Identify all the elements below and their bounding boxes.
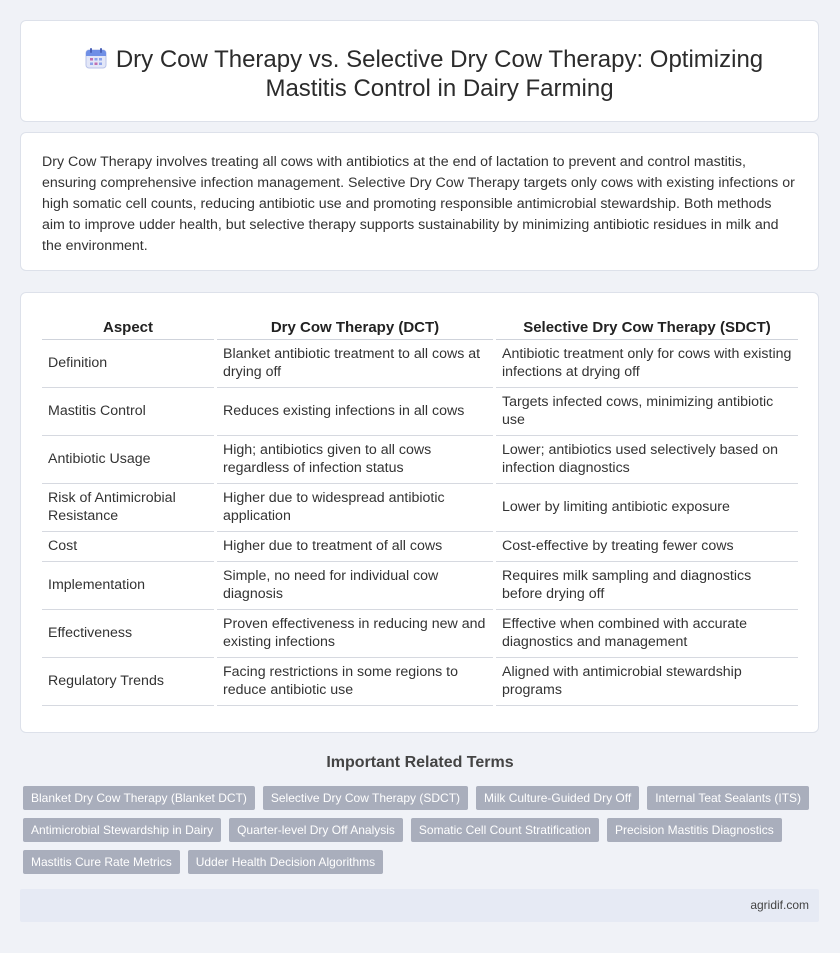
header-sdct: Selective Dry Cow Therapy (SDCT) [495,313,799,340]
table-row [42,532,798,562]
footer-bar [20,889,819,922]
dct-cell: Higher due to treatment of all cows [216,532,495,562]
table-row [42,388,798,436]
aspect-cell: Definition [42,340,216,388]
table-row [42,562,798,610]
related-term-tag[interactable]: Udder Health Decision Algorithms [188,850,383,874]
related-term-tag[interactable]: Milk Culture-Guided Dry Off [476,786,639,810]
table-header-row [42,313,798,340]
site-link[interactable]: agridif.com [750,898,809,912]
aspect-cell: Antibiotic Usage [42,436,216,484]
related-terms-list [23,786,813,874]
dct-cell: Simple, no need for individual cow diagnosis [216,562,495,610]
table-row [42,610,798,658]
related-term-tag[interactable]: Blanket Dry Cow Therapy (Blanket DCT) [23,786,255,810]
aspect-cell: Risk of Antimicrobial Resistance [42,484,216,532]
table-row [42,658,798,706]
intro-paragraph: Dry Cow Therapy involves treating all cows with antibiotics at the end of lactation to prevent and control mastitis, ensuring comprehensive infection management. Selective Dry Cow Therapy targets only cows with existing infections or high somatic cell counts, reducing antibiotic use and promoting responsible antimicrobial stewardship. Both methods aim to improve udder health, but selective therapy supports sustainability by minimizing antibiotic residues in milk and the environment. [42,154,795,254]
table-row [42,340,798,388]
aspect-cell: Regulatory Trends [42,658,216,706]
sdct-cell: Cost-effective by treating fewer cows [495,532,799,562]
page-title: Dry Cow Therapy vs. Selective Dry Cow Therapy: Optimizing Mastitis Control in Dairy Farming [115,46,764,102]
dct-cell: Blanket antibiotic treatment to all cows at drying off [216,340,495,388]
dct-cell: Reduces existing infections in all cows [216,388,495,436]
comparison-table [42,313,798,706]
related-term-tag[interactable]: Internal Teat Sealants (ITS) [647,786,809,810]
title-card [20,20,819,122]
sdct-cell: Lower by limiting antibiotic exposure [495,484,799,532]
dct-cell: Facing restrictions in some regions to reduce antibiotic use [216,658,495,706]
related-term-tag[interactable]: Somatic Cell Count Stratification [411,818,599,842]
comparison-table-card [20,292,819,733]
related-terms-heading: Important Related Terms [326,754,514,771]
related-term-tag[interactable]: Antimicrobial Stewardship in Dairy [23,818,221,842]
header-dct: Dry Cow Therapy (DCT) [216,313,495,340]
related-term-tag[interactable]: Selective Dry Cow Therapy (SDCT) [263,786,468,810]
aspect-cell: Mastitis Control [42,388,216,436]
table-row [42,484,798,532]
related-term-tag[interactable]: Precision Mastitis Diagnostics [607,818,782,842]
header-aspect: Aspect [42,313,216,340]
sdct-cell: Antibiotic treatment only for cows with existing infections at drying off [495,340,799,388]
sdct-cell: Aligned with antimicrobial stewardship programs [495,658,799,706]
sdct-cell: Effective when combined with accurate diagnostics and management [495,610,799,658]
sdct-cell: Targets infected cows, minimizing antibiotic use [495,388,799,436]
aspect-cell: Effectiveness [42,610,216,658]
dct-cell: Proven effectiveness in reducing new and existing infections [216,610,495,658]
dct-cell: Higher due to widespread antibiotic application [216,484,495,532]
sdct-cell: Lower; antibiotics used selectively based on infection diagnostics [495,436,799,484]
related-term-tag[interactable]: Quarter-level Dry Off Analysis [229,818,403,842]
aspect-cell: Implementation [42,562,216,610]
related-term-tag[interactable]: Mastitis Cure Rate Metrics [23,850,180,874]
table-row [42,436,798,484]
sdct-cell: Requires milk sampling and diagnostics before drying off [495,562,799,610]
dct-cell: High; antibiotics given to all cows regardless of infection status [216,436,495,484]
aspect-cell: Cost [42,532,216,562]
intro-card [20,132,819,271]
